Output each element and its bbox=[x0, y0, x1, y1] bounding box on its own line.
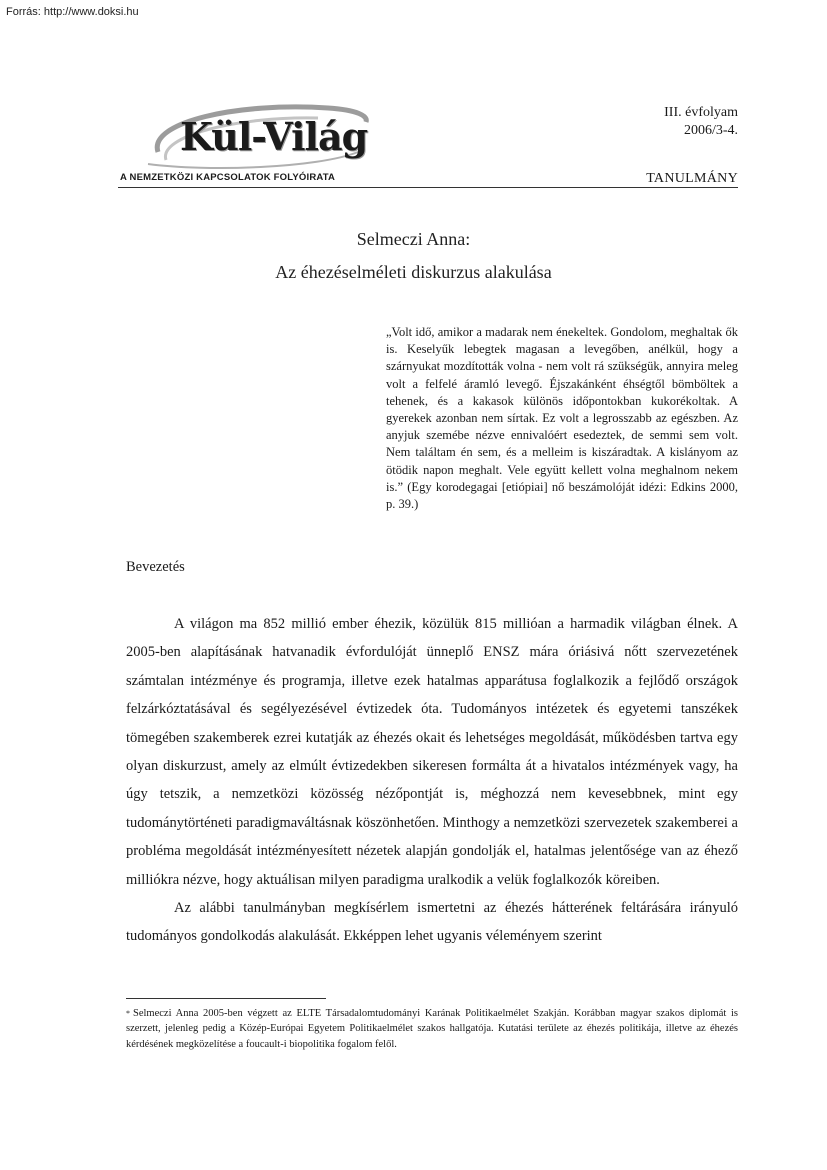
issue-info bbox=[664, 104, 738, 140]
epigraph-quote: „Volt idő, amikor a madarak nem énekeltek. Gondolom, meghaltak ők is. Keselyűk lebegtek magasan a levegőben, anélkül, hogy a szárnyukat mozdították volna - nem volt rá szükségük, annyira meleg volt a felfelé áramló levegő. Éjszakánként éhségtől bömböltek a tehenek, és a kakasok különös időpontokban kukorékoltak. A gyerekek azonban nem sírtak. Ez volt a legrosszabb az egészben. Az anyjuk szemébe nézve ennivalóért esedeztek, de semmi sem volt. Nem találtam én sem, és a melleim is kiszáradtak. A kislányom az ötödik napon meghalt. Vele együtt kellett volna meghalnom nekem is.” (Egy korodegagai [etiópiai] nő beszámolóját idézi: Edkins 2000, p. 39.) bbox=[386, 325, 738, 512]
section-heading: Bevezetés bbox=[126, 559, 185, 575]
article-body bbox=[126, 610, 738, 951]
footnote-divider bbox=[126, 998, 326, 999]
journal-masthead bbox=[118, 100, 403, 190]
header-divider bbox=[118, 187, 738, 188]
journal-subtitle: A NEMZETKÖZI KAPCSOLATOK FOLYÓIRATA bbox=[120, 172, 336, 183]
article-author: Selmeczi Anna: bbox=[356, 229, 471, 249]
footnote-text: Selmeczi Anna 2005-ben végzett az ELTE Társadalomtudományi Karának Politikaelmélet Szakján. Korábban magyar szakos diplomát is szerzett, jelenleg pedig a Közép-Európai Egyetem Politikaelmélet szakos hallgatója. Kutatási területe az éhezés politikája, illetve az éhezés kérdésének megközelítése a foucault-i biopolitika fogalom felől. bbox=[126, 1008, 738, 1050]
article-category: TANULMÁNY bbox=[646, 171, 738, 186]
body-paragraph: Az alábbi tanulmányban megkísérlem ismertetni az éhezés hátterének feltárására irányuló tudományos gondolkodás alakulását. Ekképpen lehet ugyanis véleményem szerint bbox=[126, 900, 738, 945]
issue-number: 2006/3-4. bbox=[683, 123, 738, 138]
source-url: Forrás: http://www.doksi.hu bbox=[6, 6, 139, 18]
footnote bbox=[126, 1006, 738, 1052]
body-paragraph: A világon ma 852 millió ember éhezik, közülük 815 millióan a harmadik világban élnek. A 2005-ben alapításának hatvanadik évfordulóját ünneplő ENSZ mára óriásivá nőtt szervezetének számtalan intézménye és programja, illetve ezek hatalmas apparátusa foglalkozik a fejlődő országok felzárkóztatásával és segélyezésével évtizedek óta. Tudományos intézetek és egyetemi tanszékek tömegében szakemberek ezrei kutatják az éhezés okait és lehetséges megoldását, működésben tartva egy olyan diskurzust, amely az elmúlt évtizedekben sikeresen formálta át a hivatalos intézmények vagy, ha úgy tetszik, a nemzetközi közösség nézőpontját is, méghozzá nem kevesebbnek, mint egy tudománytörténeti paradigmaváltásnak köszönhetően. Minthogy a nemzetközi szervezetek szakemberei a probléma megoldását intézményesített nézetek alapján gondolják el, hatalmas jelentősége van az éhező milliókra nézve, hogy aktuálisan milyen paradigma uralkodik a velük foglalkozók köreiben. bbox=[126, 616, 738, 888]
footnote-mark: * bbox=[126, 1009, 130, 1018]
article-title: Az éhezéselméleti diskurzus alakulása bbox=[275, 262, 552, 282]
journal-logo-title: Kül-Világ bbox=[180, 114, 368, 159]
volume-label: III. évfolyam bbox=[664, 105, 738, 120]
